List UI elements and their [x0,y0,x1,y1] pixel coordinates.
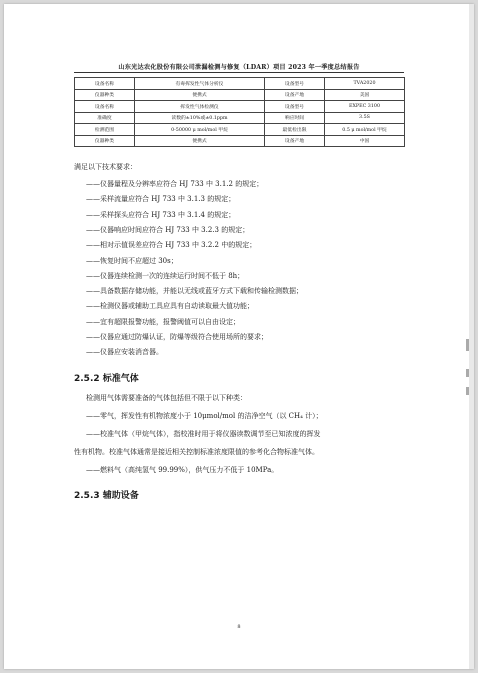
spec-row [75,89,405,101]
spec-cell: 读数的±10%或±0.1ppm [135,112,265,124]
spec-row [75,78,405,90]
spec-cell: 响应时间 [265,112,325,124]
requirement-item: ——仪器量程及分辨率应符合 HJ 733 中 3.1.2 的规定； [86,180,264,188]
gas-zero-item: ——零气，挥发性有机物浓度小于 10μmol/mol 的洁净空气（以 CH₄ 计）； [86,412,323,420]
page-number: 8 [237,624,241,630]
spec-cell: 美国 [325,89,405,101]
spec-cell: 设备产地 [265,135,325,147]
gas-calibration-continued: 性有机物。校准气体通常是接近相关控制标准浓度限值的参考化合物标准气体。 [74,448,319,456]
spec-cell: 便携式 [135,135,265,147]
spec-cell: 设备产地 [265,89,325,101]
requirement-item: ——仪器连续检测一次的连续运行时间不低于 8h； [86,271,245,280]
gas-fuel-item: ——燃料气（高纯氢气 99.99%），供气压力不低于 10MPa。 [86,466,279,474]
spec-cell: 设备型号 [265,101,325,113]
requirement-item: ——仪器应通过防爆认证，防爆等级符合使用场所的要求； [86,333,268,341]
spec-cell: 3.5S [325,112,405,124]
document-page [4,4,474,669]
requirement-item: ——仪器应安装消音器。 [86,348,163,357]
spec-cell: 有毒挥发性气体分析仪 [135,78,265,90]
spec-cell: 0.5 μ mol/mol 甲烷 [325,124,405,136]
spec-cell: 挥发性气体检测仪 [135,101,265,113]
gas-calibration-item: ——校准气体（甲烷气体），指校准时用于将仪器读数调节至已知浓度的挥发 [86,430,321,438]
spec-cell: 设备名称 [75,78,135,90]
requirement-item: ——采样探头应符合 HJ 733 中 3.1.4 的规定； [86,210,236,219]
spec-cell: 最低检出限 [265,124,325,136]
requirement-item: ——检测仪器或辅助工具应具有自动读取最大值功能； [86,302,254,311]
requirement-item: ——仪器响应时间应符合 HJ 733 中 3.2.3 的规定； [86,225,250,234]
spec-row [75,135,405,147]
spec-cell: 准确度 [75,112,135,124]
running-header: 山东光达农化股份有限公司泄漏检测与修复（LDAR）项目 2023 年一季度总结报告 [118,64,360,71]
spec-cell: 中国 [325,135,405,147]
scan-mark [466,339,469,351]
requirement-item: ——采样流量应符合 HJ 733 中 3.1.3 的规定； [86,195,236,204]
spec-row [75,124,405,136]
spec-cell: 便携式 [135,89,265,101]
requirement-item: ——相对示值误差应符合 HJ 733 中 3.2.2 中的规定； [86,241,257,250]
section-heading-2-5-3: 2.5.3 辅助设备 [74,491,139,501]
spec-cell: 0-50000 μ mol/mol 甲烷 [135,124,265,136]
spec-row [75,112,405,124]
requirement-item: ——宜有超限报警功能，报警阈值可以自由设定； [86,317,240,326]
scan-mark [466,387,469,395]
header-rule [74,72,404,73]
gas-intro: 检测用气体需要准备的气体包括但不限于以下种类： [86,394,247,402]
requirement-item: ——恢复时间不应超过 30s； [86,256,178,265]
spec-cell: 设备名称 [75,101,135,113]
scan-mark [466,369,469,377]
requirements-intro: 满足以下技术要求： [74,163,137,171]
instrument-spec-table [74,77,405,147]
requirement-item: ——具备数据存储功能，并能以无线或蓝牙方式下载和传输检测数据； [86,287,303,296]
section-heading-2-5-2: 2.5.2 标准气体 [74,374,139,384]
spec-cell: 仪器种类 [75,89,135,101]
spec-cell: 仪器种类 [75,135,135,147]
spec-cell: 设备型号 [265,78,325,90]
spec-cell: TVA2020 [325,78,405,90]
spec-cell: EXPEC 3100 [325,101,405,113]
page-edge-shadow [469,4,474,669]
spec-row [75,101,405,113]
spec-cell: 检测范围 [75,124,135,136]
